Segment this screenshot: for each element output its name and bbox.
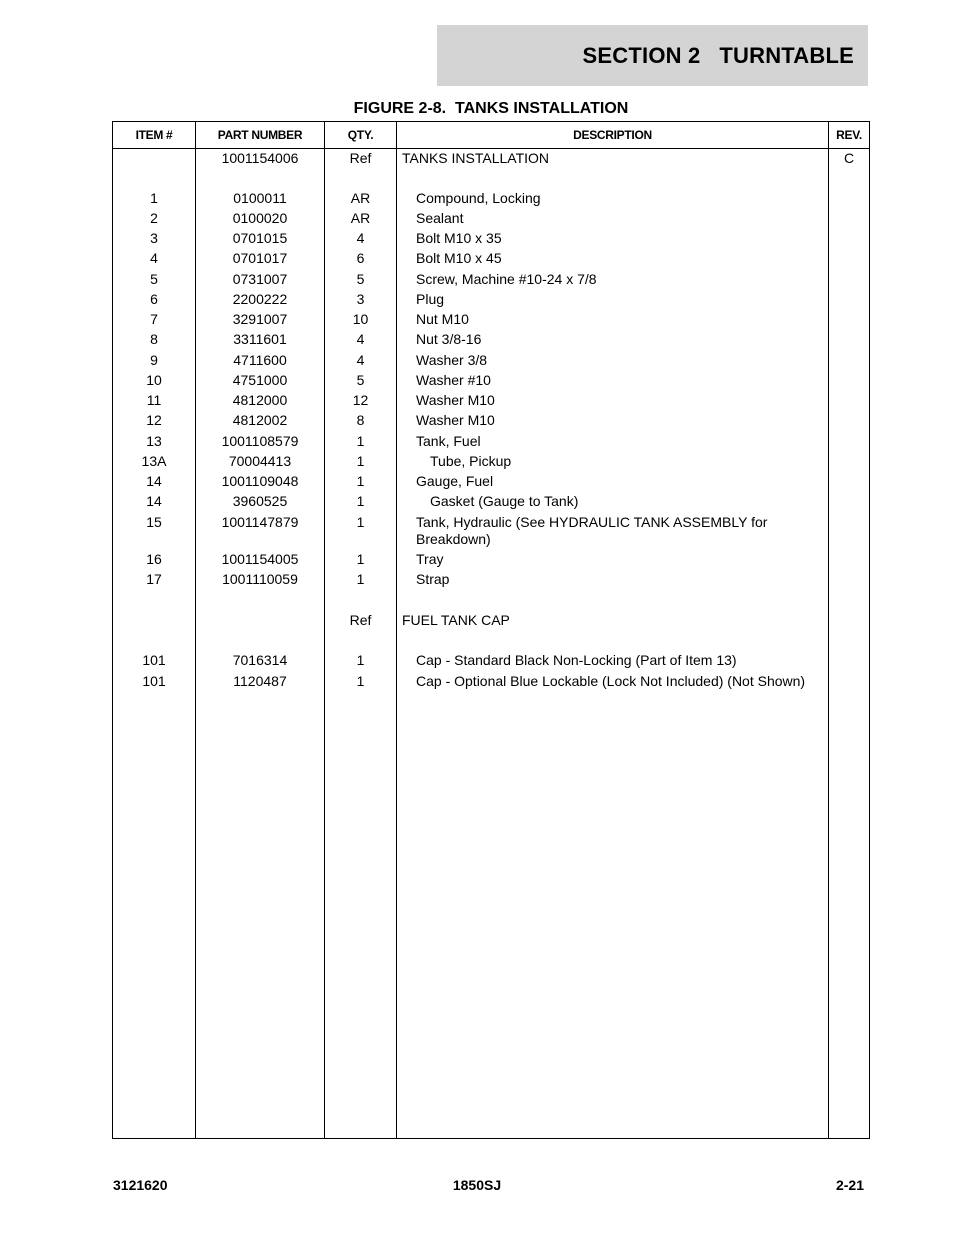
- cell-item-number: 5: [150, 271, 158, 287]
- cell-part-number: 1120487: [233, 673, 287, 689]
- cell-item-number: 17: [146, 571, 162, 587]
- cell-quantity: 8: [356, 412, 365, 428]
- cell-item-number: 101: [142, 673, 166, 689]
- cell-part-number: 4812000: [232, 392, 288, 408]
- cell-part-number: 1001154006: [221, 150, 299, 166]
- table-row: [113, 612, 869, 632]
- cell-item-number: 9: [150, 352, 158, 368]
- cell-description: Cap - Optional Blue Lockable (Lock Not Included) (Not Shown): [416, 673, 806, 689]
- cell-item-number: 1: [150, 190, 158, 206]
- cell-quantity: 1: [356, 433, 365, 449]
- cell-quantity: 1: [356, 673, 365, 689]
- cell-quantity: 12: [352, 392, 369, 408]
- cell-part-number: 2200222: [232, 291, 288, 307]
- cell-item-number: 8: [150, 331, 158, 347]
- cell-quantity: 1: [356, 453, 365, 469]
- table-row: [113, 433, 869, 453]
- cell-item-number: 3: [150, 230, 158, 246]
- table-row: [113, 571, 869, 591]
- cell-revision: C: [843, 150, 855, 166]
- column-header-part-number: PART NUMBER: [217, 128, 303, 142]
- cell-quantity: 1: [356, 514, 365, 530]
- cell-item-number: 7: [150, 311, 158, 327]
- cell-part-number: 0100011: [233, 190, 287, 206]
- cell-item-number: 13: [146, 433, 162, 449]
- cell-quantity: 5: [356, 271, 365, 287]
- cell-quantity: 5: [356, 372, 365, 388]
- table-row: [113, 271, 869, 291]
- cell-quantity: 6: [356, 250, 365, 266]
- cell-description: Nut M10: [416, 311, 469, 327]
- cell-part-number: 1001147879: [221, 514, 299, 530]
- figure-title: FIGURE 2-8. TANKS INSTALLATION: [353, 100, 629, 117]
- table-row: [113, 453, 869, 473]
- cell-item-number: 14: [146, 473, 162, 489]
- cell-part-number: 0100020: [232, 210, 288, 226]
- table-row: [113, 352, 869, 372]
- cell-quantity: 10: [352, 311, 369, 327]
- cell-part-number: 1001109048: [221, 473, 299, 489]
- parts-table: [112, 121, 870, 1139]
- table-row: [113, 150, 869, 170]
- cell-part-number: 70004413: [228, 453, 292, 469]
- cell-item-number: 15: [146, 514, 162, 530]
- cell-description: Washer M10: [416, 392, 495, 408]
- column-header-qty: QTY.: [347, 128, 374, 142]
- cell-description: Washer 3/8: [416, 352, 488, 368]
- table-row: [113, 250, 869, 270]
- footer-page-number: 2-21: [835, 1177, 864, 1193]
- cell-description: Plug: [416, 291, 445, 307]
- cell-description: Tray: [416, 551, 444, 567]
- cell-quantity: 1: [356, 652, 365, 668]
- section-title: SECTION 2 TURNTABLE: [582, 42, 854, 68]
- cell-quantity: 4: [356, 331, 365, 347]
- table-row: [113, 311, 869, 331]
- cell-part-number: 0701015: [232, 230, 288, 246]
- table-row: [113, 514, 869, 547]
- cell-item-number: 101: [142, 652, 166, 668]
- table-row: [113, 372, 869, 392]
- cell-description: Tube, Pickup: [430, 453, 512, 469]
- cell-quantity: AR: [350, 190, 371, 206]
- cell-part-number: 3960525: [232, 493, 288, 509]
- cell-description: TANKS INSTALLATION: [402, 150, 550, 166]
- cell-part-number: 1001110059: [222, 571, 298, 587]
- table-row: [113, 551, 869, 571]
- cell-description: Strap: [416, 571, 450, 587]
- cell-description: Bolt M10 x 45: [416, 250, 502, 266]
- cell-part-number: 4751000: [232, 372, 288, 388]
- cell-quantity: 1: [356, 493, 365, 509]
- cell-part-number: 0701017: [232, 250, 288, 266]
- cell-description: Compound, Locking: [416, 190, 541, 206]
- table-row: [113, 412, 869, 432]
- cell-description: Tank, Fuel: [416, 433, 481, 449]
- cell-description: Gasket (Gauge to Tank): [430, 493, 579, 509]
- cell-part-number: 4711600: [233, 352, 287, 368]
- table-row: [113, 230, 869, 250]
- cell-description: Washer #10: [416, 372, 491, 388]
- section-banner: [437, 25, 868, 86]
- table-row: [113, 210, 869, 230]
- cell-part-number: 1001154005: [221, 551, 299, 567]
- table-row: [113, 652, 869, 672]
- cell-part-number: 3291007: [232, 311, 288, 327]
- table-row: [113, 190, 869, 210]
- cell-quantity: Ref: [349, 612, 372, 628]
- cell-item-number: 4: [150, 250, 158, 266]
- table-row: [113, 673, 869, 693]
- cell-description: Sealant: [416, 210, 464, 226]
- cell-description: Cap - Standard Black Non-Locking (Part of Item 13): [416, 652, 737, 668]
- column-header-rev: REV.: [836, 128, 862, 142]
- header-divider: [113, 148, 869, 149]
- footer-model: 1850SJ: [452, 1177, 502, 1193]
- cell-quantity: 1: [356, 473, 365, 489]
- cell-quantity: 4: [356, 230, 365, 246]
- cell-item-number: 11: [146, 392, 162, 408]
- column-header-item: ITEM #: [135, 128, 173, 142]
- cell-item-number: 6: [150, 291, 158, 307]
- cell-part-number: 0731007: [232, 271, 288, 287]
- cell-quantity: 1: [356, 571, 365, 587]
- cell-part-number: 4812002: [232, 412, 288, 428]
- cell-description: Gauge, Fuel: [416, 473, 494, 489]
- cell-description: Screw, Machine #10-24 x 7/8: [416, 271, 597, 287]
- cell-quantity: 1: [356, 551, 365, 567]
- table-row: [113, 392, 869, 412]
- cell-description: Tank, Hydraulic (See HYDRAULIC TANK ASSEMBLY for Breakdown): [416, 514, 768, 547]
- cell-description: Washer M10: [416, 412, 495, 428]
- cell-description: Nut 3/8-16: [416, 331, 482, 347]
- cell-part-number: 3311601: [233, 331, 287, 347]
- cell-item-number: 16: [146, 551, 162, 567]
- table-row: [113, 331, 869, 351]
- footer-doc-number: 3121620: [113, 1177, 168, 1193]
- table-row: [113, 473, 869, 493]
- cell-item-number: 2: [150, 210, 158, 226]
- cell-quantity: 4: [356, 352, 365, 368]
- table-row: [113, 493, 869, 513]
- cell-item-number: 10: [146, 372, 162, 388]
- cell-quantity: AR: [350, 210, 371, 226]
- cell-description: FUEL TANK CAP: [402, 612, 510, 628]
- table-row: [113, 291, 869, 311]
- cell-item-number: 14: [146, 493, 162, 509]
- cell-quantity: Ref: [349, 150, 372, 166]
- cell-item-number: 12: [146, 412, 162, 428]
- cell-part-number: 1001108579: [221, 433, 299, 449]
- cell-quantity: 3: [356, 291, 365, 307]
- cell-item-number: 13A: [141, 453, 167, 469]
- cell-part-number: 7016314: [232, 652, 288, 668]
- cell-description: Bolt M10 x 35: [416, 230, 502, 246]
- column-header-description: DESCRIPTION: [573, 128, 652, 142]
